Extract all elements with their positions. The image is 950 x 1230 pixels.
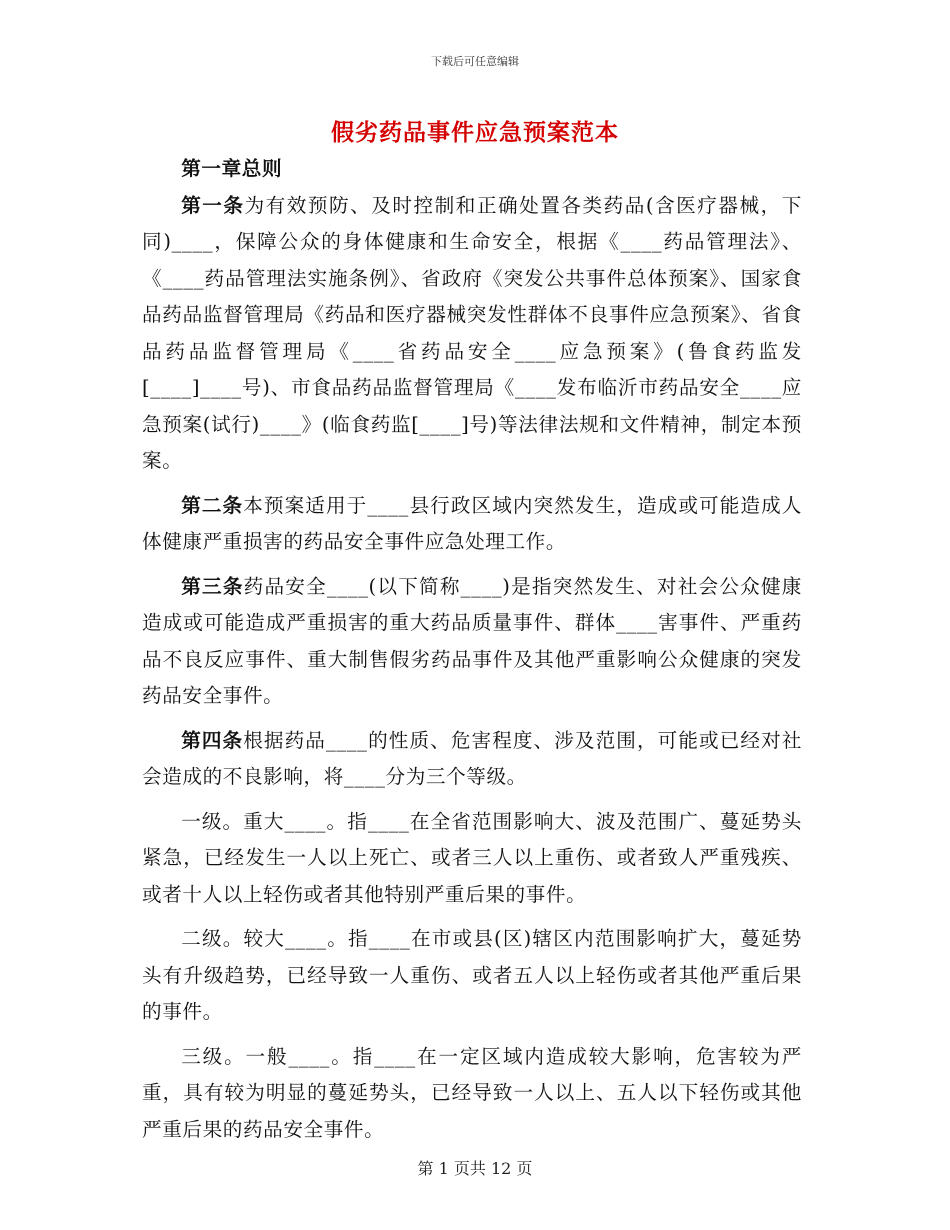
header-note: 下载后可任意编辑 (431, 55, 519, 68)
article-3 (142, 569, 802, 715)
level-2-text: 二级。较大____。指____在市或县(区)辖区内范围影响扩大，蔓延势头有升级趋势，已经导致一人重伤、或者五人以上轻伤或者其他严重后果的事件。 (142, 927, 802, 1023)
article-3-label: 第三条 (181, 574, 244, 598)
article-4 (142, 723, 802, 796)
chapter-heading: 第一章总则 (181, 157, 283, 180)
page-footer: 第 1 页共 12 页 (417, 1159, 533, 1178)
article-1-label: 第一条 (181, 193, 245, 217)
article-3-text: 药品安全____(以下简称____)是指突然发生、对社会公众健康造成或可能造成严重损害的重大药品质量事件、群体____害事件、严重药品不良反应事件、重大制售假劣药品事件及其他严重影响公众健康的突发药品安全事件。 (142, 574, 802, 707)
article-2-label: 第二条 (181, 493, 244, 517)
level-3-paragraph (142, 1039, 802, 1149)
level-2-paragraph (142, 921, 802, 1031)
document-body (142, 151, 802, 1148)
level-1-text: 一级。重大____。指____在全省范围影响大、波及范围广、蔓延势头紧急，已经发生一人以上死亡、或者三人以上重伤、或者致人严重残疾、或者十人以上轻伤或者其他特别严重后果的事件。 (142, 809, 802, 906)
article-4-label: 第四条 (181, 728, 244, 752)
document-title: 假劣药品事件应急预案范本 (331, 119, 619, 146)
article-2-text: 本预案适用于____县行政区域内突然发生，造成或可能造成人体健康严重损害的药品安全事件应急处理工作。 (142, 493, 802, 553)
level-1-paragraph (142, 804, 802, 914)
level-3-text: 三级。一般____。指____在一定区域内造成较大影响，危害较为严重，具有较为明显的蔓延势头，已经导致一人以上、五人以下轻伤或其他严重后果的药品安全事件。 (142, 1044, 802, 1141)
article-2 (142, 488, 802, 561)
article-4-text: 根据药品____的性质、危害程度、涉及范围，可能或已经对社会造成的不良影响，将____分为三个等级。 (142, 728, 802, 788)
article-1 (142, 188, 802, 480)
article-1-text: 为有效预防、及时控制和正确处置各类药品(含医疗器械，下同)____，保障公众的身体健康和生命安全，根据《____药品管理法》、《____药品管理法实施条例》、省政府《突发公共事件总体预案》、国家食品药品监督管理局《药品和医疗器械突发性群体不良事件应急预案》、省食品药品监督管理局《____省药品安全____应急预案》(鲁食药监发[____]____号)、市食品药品监督管理局《____发布临沂市药品安全____应急预案(试行)____》(临食药监[____]号)等法律法规和文件精神，制定本预案。 (142, 193, 802, 472)
